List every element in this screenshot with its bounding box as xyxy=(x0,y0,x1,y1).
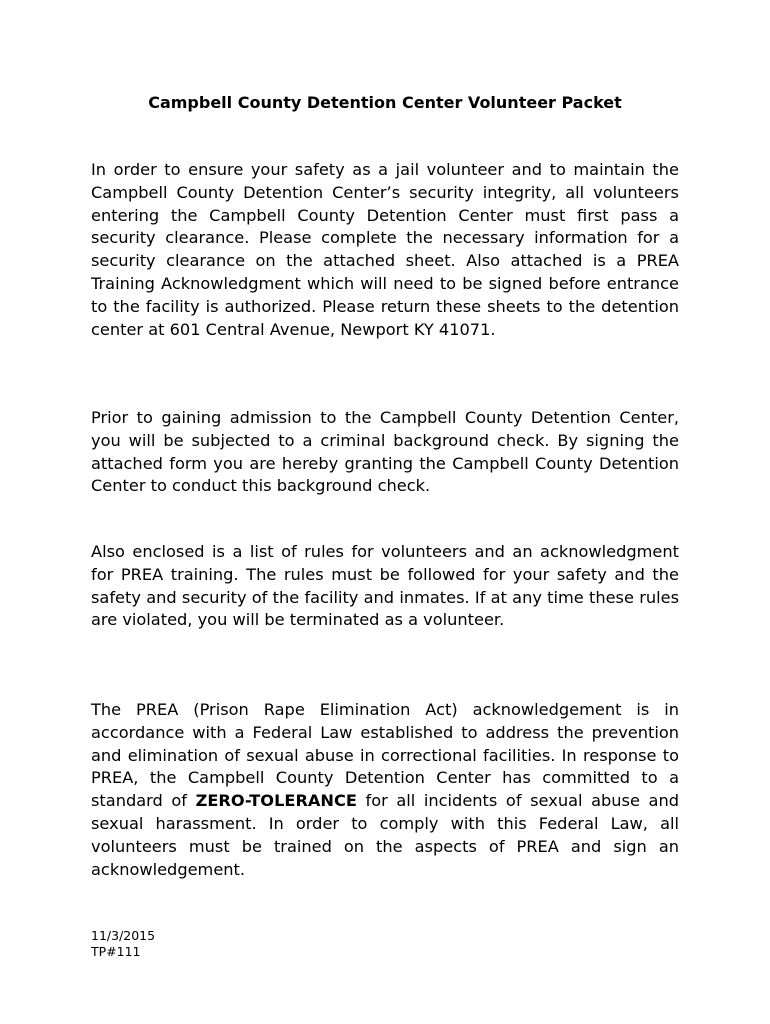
prea-text-before: The PREA (Prison Rape Elimination Act) acknowledgement is in accordance with a Federal Law established to address the prevention and elimination of sexual abuse in correctional facilities. In response to PREA, the Campbell County Detention Center has committed to a standard of xyxy=(91,700,679,811)
rules-paragraph: Also enclosed is a list of rules for volunteers and an acknowledgment for PREA training. The rules must be followed for your safety and the safety and security of the facility and inmates. If at any time these rules are violated, you will be terminated as a volunteer. xyxy=(91,542,679,630)
document-title: Campbell County Detention Center Volunteer Packet xyxy=(148,93,622,112)
zero-tolerance-emphasis: ZERO-TOLERANCE xyxy=(195,791,357,811)
intro-paragraph: In order to ensure your safety as a jail volunteer and to maintain the Campbell County Detention Center’s security integrity, all volunteers entering the Campbell County Detention Center must first pass a security clearance. Please complete the necessary information for a security clearance on the attached sheet. Also attached is a PREA Training Acknowledgment which will need to be signed before entrance to the facility is authorized. Please return these sheets to the detention center at 601 Central Avenue, Newport KY 41071. xyxy=(91,160,679,339)
footer-date: 11/3/2015 xyxy=(91,928,156,943)
document-footer xyxy=(91,928,155,960)
background-check-paragraph: Prior to gaining admission to the Campbell County Detention Center, you will be subjected to a criminal background check. By signing the attached form you are hereby granting the Campbell County Detention Center to conduct this background check. xyxy=(91,408,679,496)
footer-code: TP#111 xyxy=(91,944,141,959)
prea-text-after: for all incidents of sexual abuse and sexual harassment. In order to comply with this Federal Law, all volunteers must be trained on the aspects of PREA and sign an acknowledgement. xyxy=(91,791,679,879)
prea-paragraph xyxy=(91,699,679,881)
